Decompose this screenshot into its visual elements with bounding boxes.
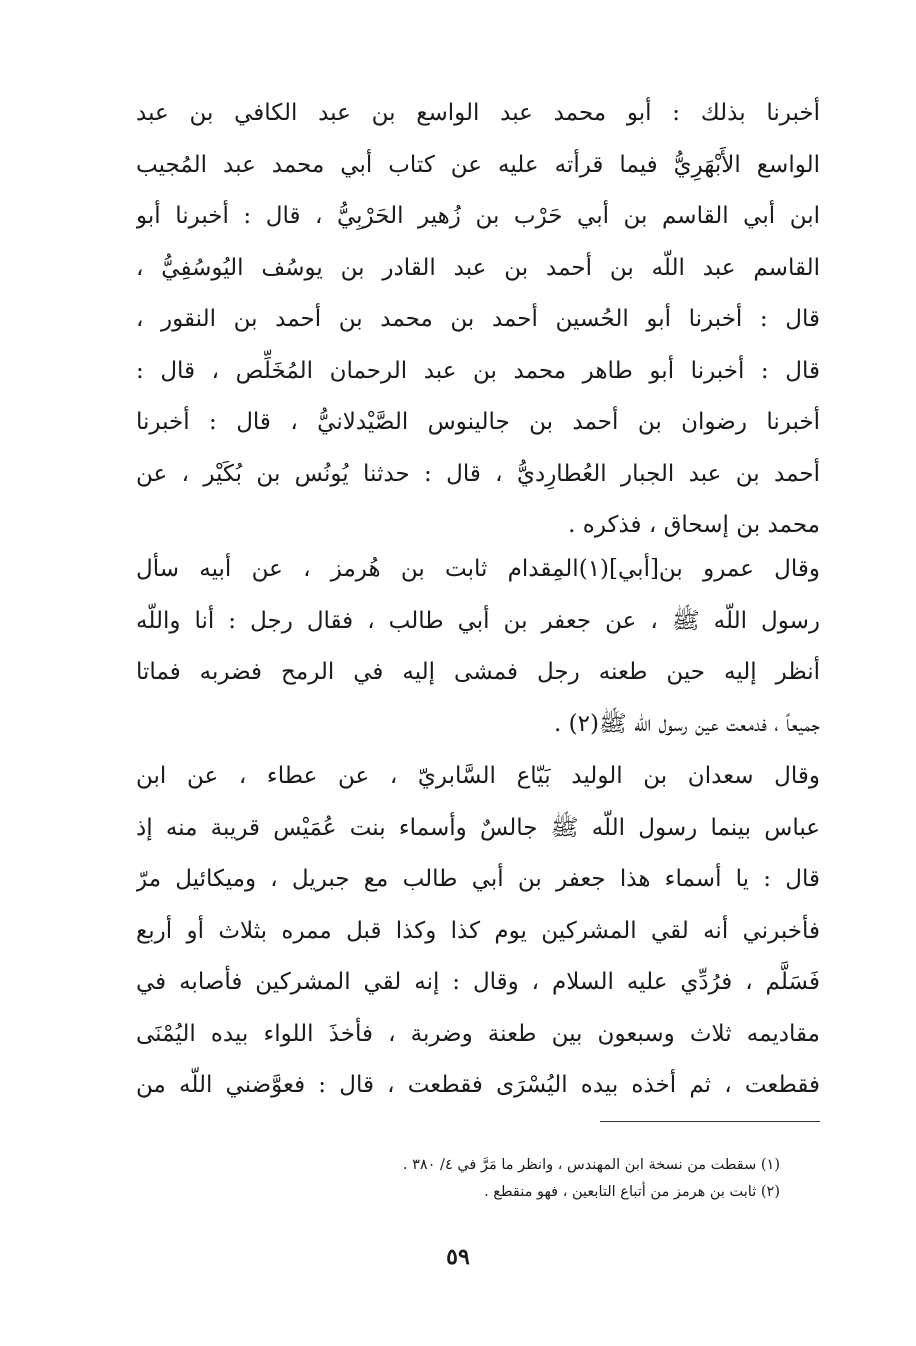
text-line: ابن أبي القاسم بن أبي حَرْب بن زُهير الحَرْبِيُّ ، قال : أخبرنا أبو (136, 203, 820, 229)
text-line: مقاديمه ثلاث وسبعون بين طعنة وضربة ، فأخذَ اللواء بيده اليُمْنَى (136, 1020, 820, 1047)
text-line: الواسع الأَبْهَرِيُّ فيما قرأته عليه عن كتاب أبي محمد عبد المُجيب (136, 151, 820, 178)
paragraph-3 (136, 751, 820, 1112)
text-line: أحمد بن عبد الجبار العُطارِديُّ ، قال : حدثنا يُونُس بن بُكَيْر ، عن (136, 460, 820, 487)
paragraph-1 (136, 88, 820, 552)
text-line: وقال عمرو بن[أبي](١)المِقدام ثابت بن هُرمز ، عن أبيه سأل (136, 556, 820, 582)
paragraph-2 (136, 544, 820, 750)
text-line: فأخبرني أنه لقي المشركين يوم كذا وكذا قبل ممره بثلاث أو أربع (136, 917, 820, 944)
text-line: قال : يا أسماء هذا جعفر بن أبي طالب مع جبريل ، وميكائيل مرّ (136, 866, 820, 892)
text-line: أخبرنا بذلك : أبو محمد عبد الواسع بن عبد الكافي بن عبد (136, 100, 820, 126)
footnote-1: (١) سقطت من نسخة ابن المهندس ، وانظر ما مَرَّ في ٤/ ٣٨٠ . (402, 1157, 780, 1173)
page-number: ٥٩ (446, 1244, 470, 1270)
text-line: أخبرنا رضوان بن أحمد بن جالينوس الصَّيْدلانيُّ ، قال : أخبرنا (136, 409, 820, 435)
text-line: وقال سعدان بن الوليد بَيّاع السَّابريّ ، عن عطاء ، عن ابن (136, 763, 820, 789)
text-line: قال : أخبرنا أبو طاهر محمد بن عبد الرحمان المُخَلِّص ، قال : (136, 357, 820, 384)
text-line: فقطعت ، ثم أخذه بيده اليُسْرَى فقطعت ، قال : فعوَّضني اللّه من (136, 1072, 820, 1098)
footnote-separator (600, 1121, 820, 1122)
text-line: قال : أخبرنا أبو الحُسين أحمد بن محمد بن أحمد بن النقور ، (136, 306, 820, 332)
text-line: فَسَلَّم ، فرُدِّي عليه السلام ، وقال : إنه لقي المشركين فأصابه في (136, 969, 820, 995)
footnote-2: (٢) ثابت بن هرمز من أتباع التابعين ، فهو منقطع . (484, 1184, 780, 1200)
text-line: رسول اللّه ﷺ ، عن جعفر بن أبي طالب ، فقال رجل : أنا واللّه (136, 607, 820, 634)
footnotes (136, 1152, 820, 1206)
text-line: أنظر إليه حين طعنه رجل فمشى إليه في الرمح فضربه فماتا (136, 659, 820, 685)
text-line: القاسم عبد اللّه بن أحمد بن عبد القادر بن يوسُف اليُوسُفِيُّ ، (136, 254, 820, 281)
text-line: عباس بينما رسول اللّه ﷺ جالسٌ وأسماء بنت عُمَيْس قريبة منه إذ (136, 814, 820, 841)
text-line: محمد بن إسحاق ، فذكره . (568, 512, 820, 538)
text-line: جميعاً ، فدمعت عين رسول اللّه ﷺ(٢) . (554, 710, 820, 737)
